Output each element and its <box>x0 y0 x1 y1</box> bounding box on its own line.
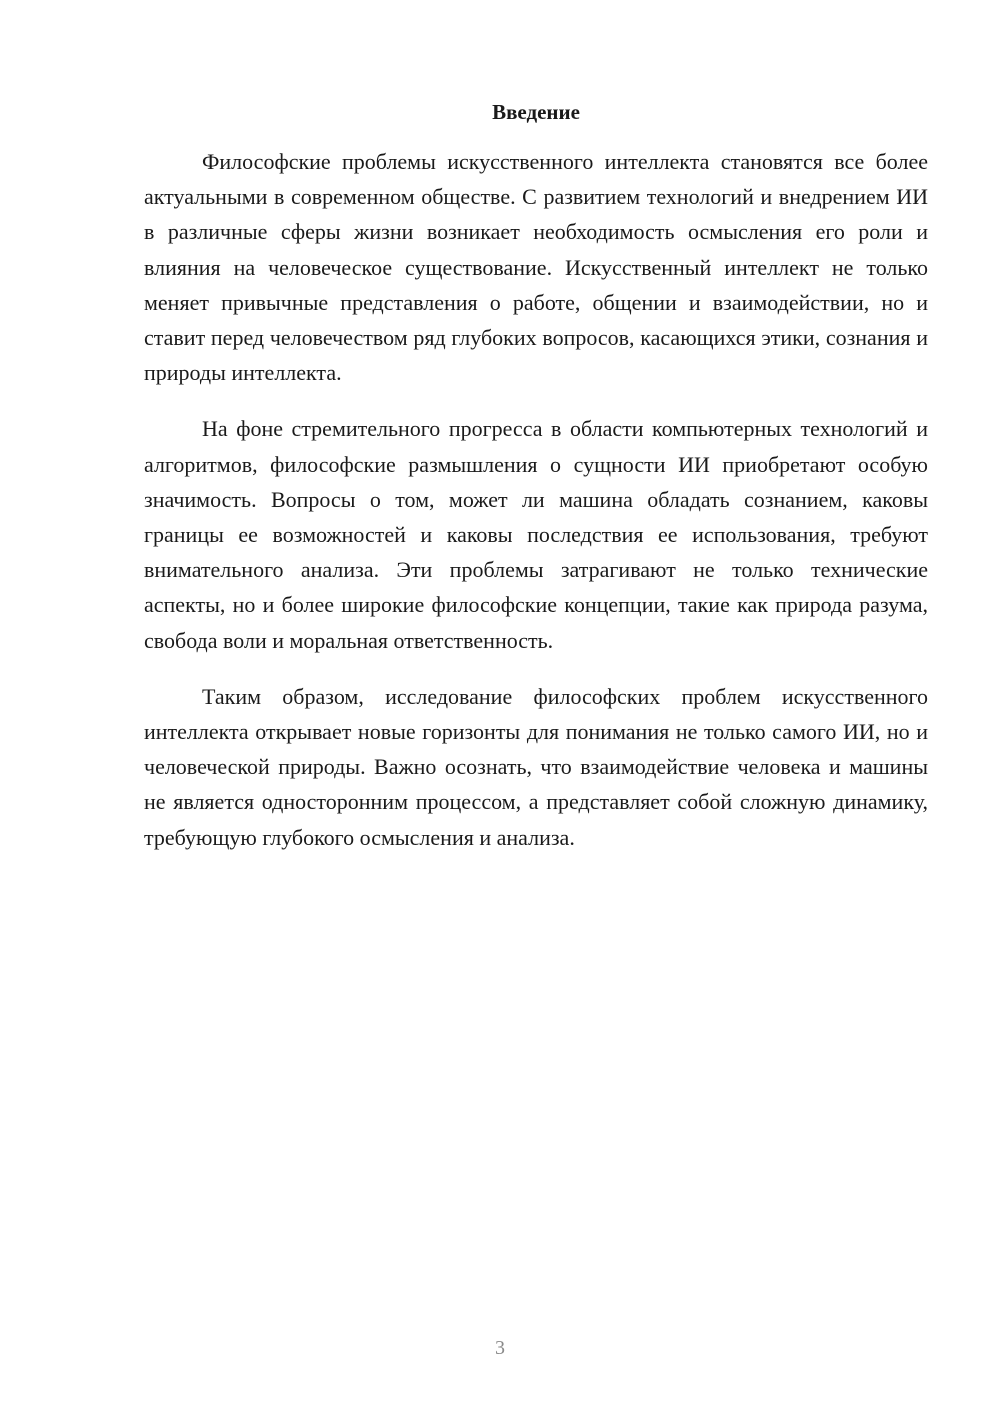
body-text <box>144 144 928 876</box>
section-heading: Введение <box>492 100 580 124</box>
paragraph-3: Таким образом, исследование философских проблем искусственного интеллекта открывает новые горизонты для понимания не только самого ИИ, но и человеческой природы. Важно осознать, что взаимодействие человека и машины не является односторонним процессом, а представляет собой сложную динамику, требующую глубокого осмысления и анализа. <box>144 683 928 850</box>
paragraph-2: На фоне стремительного прогресса в области компьютерных технологий и алгоритмов, философские размышления о сущности ИИ приобретают особую значимость. Вопросы о том, может ли машина обладать сознанием, каковы границы ее возможностей и каковы последствия ее использования, требуют внимательного анализа. Эти проблемы затрагивают не только технические аспекты, но и более широкие философские концепции, такие как природа разума, свобода воли и моральная ответственность. <box>144 416 928 653</box>
paragraph-1: Философские проблемы искусственного интеллекта становятся все более актуальными в современном обществе. С развитием технологий и внедрением ИИ в различные сферы жизни возникает необходимость осмысления его роли и влияния на человеческое существование. Искусственный интеллект не только меняет привычные представления о работе, общении и взаимодействии, но и ставит перед человечеством ряд глубоких вопросов, касающихся этики, сознания и природы интеллекта. <box>144 149 928 386</box>
page-number: 3 <box>495 1337 505 1359</box>
